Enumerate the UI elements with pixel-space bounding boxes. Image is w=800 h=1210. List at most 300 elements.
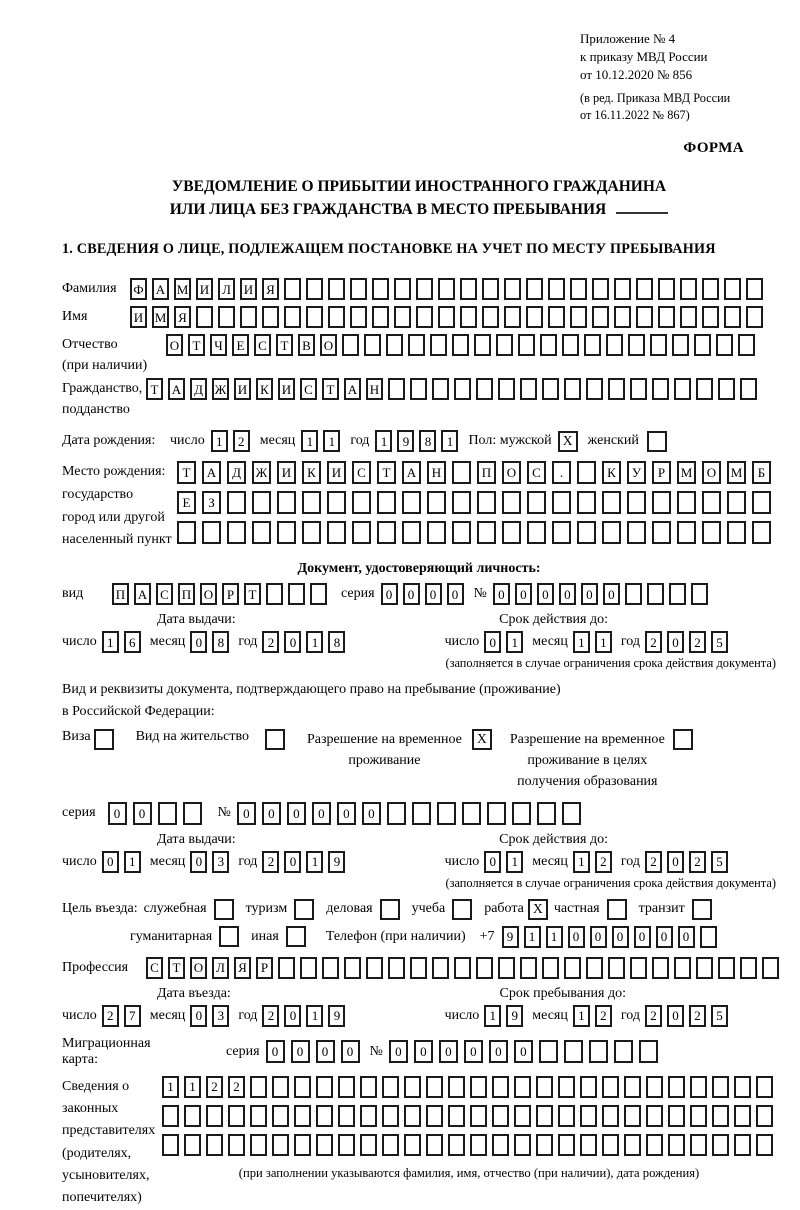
char-cell[interactable]: Т	[146, 378, 163, 400]
char-cell[interactable]	[328, 278, 345, 300]
char-cell[interactable]	[562, 802, 581, 825]
char-cell[interactable]: 5	[711, 1005, 728, 1027]
char-cell[interactable]: Е	[232, 334, 249, 356]
char-cell[interactable]: О	[502, 461, 521, 484]
char-cell[interactable]: Т	[188, 334, 205, 356]
char-cell[interactable]	[470, 1105, 487, 1127]
char-cell[interactable]: Д	[190, 378, 207, 400]
char-cell[interactable]: Т	[322, 378, 339, 400]
char-cell[interactable]: 0	[515, 583, 532, 605]
char-cell[interactable]	[558, 1076, 575, 1098]
char-cell[interactable]	[252, 491, 271, 514]
temp-residence-checkbox[interactable]: X	[472, 729, 492, 750]
char-cell[interactable]	[627, 491, 646, 514]
char-cell[interactable]	[272, 1105, 289, 1127]
char-cell[interactable]: 1	[375, 430, 392, 452]
char-cell[interactable]: К	[602, 461, 621, 484]
char-cell[interactable]: 0	[667, 631, 684, 653]
char-cell[interactable]: 8	[328, 631, 345, 653]
char-cell[interactable]: С	[352, 461, 371, 484]
purpose-study-checkbox[interactable]	[452, 899, 472, 920]
char-cell[interactable]	[338, 1076, 355, 1098]
char-cell[interactable]: С	[254, 334, 271, 356]
char-cell[interactable]	[454, 378, 471, 400]
char-cell[interactable]: 7	[124, 1005, 141, 1027]
char-cell[interactable]: 2	[595, 851, 612, 873]
char-cell[interactable]: 0	[284, 851, 301, 873]
char-cell[interactable]	[680, 306, 697, 328]
char-cell[interactable]: Л	[218, 278, 235, 300]
char-cell[interactable]	[377, 491, 396, 514]
char-cell[interactable]: 1	[595, 631, 612, 653]
char-cell[interactable]: М	[174, 278, 191, 300]
char-cell[interactable]	[250, 1105, 267, 1127]
char-cell[interactable]	[284, 306, 301, 328]
char-cell[interactable]: 1	[573, 851, 590, 873]
char-cell[interactable]	[452, 334, 469, 356]
char-cell[interactable]	[300, 957, 317, 979]
char-cell[interactable]: А	[168, 378, 185, 400]
char-cell[interactable]	[589, 1040, 608, 1063]
char-cell[interactable]	[302, 491, 321, 514]
char-cell[interactable]: 0	[362, 802, 381, 825]
char-cell[interactable]: 0	[603, 583, 620, 605]
char-cell[interactable]	[537, 802, 556, 825]
char-cell[interactable]: 2	[645, 1005, 662, 1027]
char-cell[interactable]	[462, 802, 481, 825]
char-cell[interactable]	[762, 957, 779, 979]
char-cell[interactable]	[592, 278, 609, 300]
char-cell[interactable]	[302, 521, 321, 544]
char-cell[interactable]	[552, 491, 571, 514]
char-cell[interactable]	[552, 521, 571, 544]
char-cell[interactable]	[624, 1105, 641, 1127]
char-cell[interactable]: 1	[506, 851, 523, 873]
char-cell[interactable]	[184, 1105, 201, 1127]
char-cell[interactable]: 2	[689, 631, 706, 653]
char-cell[interactable]	[756, 1134, 773, 1156]
char-cell[interactable]	[460, 306, 477, 328]
char-cell[interactable]	[432, 378, 449, 400]
char-cell[interactable]: 0	[489, 1040, 508, 1063]
char-cell[interactable]	[580, 1134, 597, 1156]
char-cell[interactable]	[206, 1134, 223, 1156]
char-cell[interactable]: 2	[262, 851, 279, 873]
char-cell[interactable]	[580, 1105, 597, 1127]
char-cell[interactable]	[570, 278, 587, 300]
char-cell[interactable]	[658, 278, 675, 300]
char-cell[interactable]: 0	[559, 583, 576, 605]
char-cell[interactable]: Ж	[252, 461, 271, 484]
char-cell[interactable]	[677, 491, 696, 514]
char-cell[interactable]	[372, 306, 389, 328]
char-cell[interactable]	[650, 334, 667, 356]
char-cell[interactable]: 0	[266, 1040, 285, 1063]
char-cell[interactable]	[372, 278, 389, 300]
char-cell[interactable]	[672, 334, 689, 356]
char-cell[interactable]	[734, 1105, 751, 1127]
char-cell[interactable]: 1	[573, 631, 590, 653]
char-cell[interactable]	[327, 521, 346, 544]
char-cell[interactable]: А	[402, 461, 421, 484]
char-cell[interactable]: П	[112, 583, 129, 605]
char-cell[interactable]: Б	[752, 461, 771, 484]
char-cell[interactable]	[628, 334, 645, 356]
char-cell[interactable]	[614, 278, 631, 300]
char-cell[interactable]	[734, 1134, 751, 1156]
char-cell[interactable]: 2	[689, 851, 706, 873]
char-cell[interactable]: Ч	[210, 334, 227, 356]
char-cell[interactable]: 2	[206, 1076, 223, 1098]
char-cell[interactable]	[724, 306, 741, 328]
char-cell[interactable]	[527, 491, 546, 514]
char-cell[interactable]	[542, 957, 559, 979]
char-cell[interactable]	[448, 1134, 465, 1156]
char-cell[interactable]	[690, 1105, 707, 1127]
char-cell[interactable]	[476, 378, 493, 400]
char-cell[interactable]	[691, 583, 708, 605]
char-cell[interactable]: 1	[323, 430, 340, 452]
char-cell[interactable]	[342, 334, 359, 356]
char-cell[interactable]: 0	[581, 583, 598, 605]
char-cell[interactable]: Я	[262, 278, 279, 300]
char-cell[interactable]	[388, 378, 405, 400]
char-cell[interactable]: 1	[306, 851, 323, 873]
char-cell[interactable]	[562, 334, 579, 356]
char-cell[interactable]: 0	[237, 802, 256, 825]
purpose-business-checkbox[interactable]	[380, 899, 400, 920]
char-cell[interactable]	[668, 1105, 685, 1127]
residence-permit-checkbox[interactable]	[265, 729, 285, 750]
char-cell[interactable]: 0	[537, 583, 554, 605]
char-cell[interactable]	[327, 491, 346, 514]
char-cell[interactable]	[646, 1134, 663, 1156]
char-cell[interactable]: 0	[389, 1040, 408, 1063]
char-cell[interactable]	[492, 1076, 509, 1098]
char-cell[interactable]: 9	[328, 1005, 345, 1027]
char-cell[interactable]	[183, 802, 202, 825]
char-cell[interactable]	[702, 278, 719, 300]
char-cell[interactable]: 1	[306, 1005, 323, 1027]
char-cell[interactable]	[738, 334, 755, 356]
char-cell[interactable]	[410, 957, 427, 979]
char-cell[interactable]: 0	[284, 631, 301, 653]
char-cell[interactable]	[514, 1105, 531, 1127]
char-cell[interactable]: 0	[284, 1005, 301, 1027]
char-cell[interactable]	[272, 1076, 289, 1098]
char-cell[interactable]: 2	[645, 851, 662, 873]
char-cell[interactable]	[196, 306, 213, 328]
char-cell[interactable]	[746, 306, 763, 328]
char-cell[interactable]: 2	[689, 1005, 706, 1027]
char-cell[interactable]	[202, 521, 221, 544]
char-cell[interactable]	[387, 802, 406, 825]
char-cell[interactable]	[674, 957, 691, 979]
char-cell[interactable]	[658, 306, 675, 328]
char-cell[interactable]: 5	[711, 631, 728, 653]
char-cell[interactable]	[350, 306, 367, 328]
char-cell[interactable]	[526, 306, 543, 328]
char-cell[interactable]	[452, 521, 471, 544]
char-cell[interactable]	[294, 1105, 311, 1127]
char-cell[interactable]: О	[320, 334, 337, 356]
char-cell[interactable]	[690, 1076, 707, 1098]
char-cell[interactable]: И	[240, 278, 257, 300]
char-cell[interactable]	[712, 1076, 729, 1098]
char-cell[interactable]	[668, 1076, 685, 1098]
char-cell[interactable]	[586, 378, 603, 400]
char-cell[interactable]	[702, 521, 721, 544]
char-cell[interactable]	[702, 491, 721, 514]
char-cell[interactable]	[404, 1076, 421, 1098]
char-cell[interactable]	[487, 802, 506, 825]
char-cell[interactable]	[402, 491, 421, 514]
char-cell[interactable]	[647, 583, 664, 605]
char-cell[interactable]	[570, 306, 587, 328]
char-cell[interactable]	[437, 802, 456, 825]
char-cell[interactable]	[606, 334, 623, 356]
char-cell[interactable]: 0	[568, 926, 585, 948]
char-cell[interactable]	[460, 278, 477, 300]
char-cell[interactable]	[177, 521, 196, 544]
char-cell[interactable]: 1	[546, 926, 563, 948]
char-cell[interactable]	[162, 1134, 179, 1156]
char-cell[interactable]: 0	[667, 1005, 684, 1027]
char-cell[interactable]: 1	[573, 1005, 590, 1027]
char-cell[interactable]: 0	[493, 583, 510, 605]
char-cell[interactable]	[614, 306, 631, 328]
temp-residence-edu-checkbox[interactable]	[673, 729, 693, 750]
char-cell[interactable]	[448, 1076, 465, 1098]
char-cell[interactable]	[564, 957, 581, 979]
char-cell[interactable]: Д	[227, 461, 246, 484]
char-cell[interactable]	[360, 1076, 377, 1098]
char-cell[interactable]: 3	[212, 851, 229, 873]
char-cell[interactable]: С	[156, 583, 173, 605]
char-cell[interactable]: А	[152, 278, 169, 300]
char-cell[interactable]	[288, 583, 305, 605]
char-cell[interactable]	[727, 491, 746, 514]
char-cell[interactable]	[382, 1134, 399, 1156]
char-cell[interactable]: С	[300, 378, 317, 400]
char-cell[interactable]	[752, 491, 771, 514]
char-cell[interactable]	[316, 1134, 333, 1156]
char-cell[interactable]: Н	[427, 461, 446, 484]
char-cell[interactable]	[438, 306, 455, 328]
char-cell[interactable]	[577, 491, 596, 514]
char-cell[interactable]: Е	[177, 491, 196, 514]
char-cell[interactable]: 0	[634, 926, 651, 948]
char-cell[interactable]	[694, 334, 711, 356]
char-cell[interactable]	[184, 1134, 201, 1156]
char-cell[interactable]	[627, 521, 646, 544]
char-cell[interactable]	[602, 491, 621, 514]
char-cell[interactable]	[227, 491, 246, 514]
char-cell[interactable]: 0	[612, 926, 629, 948]
char-cell[interactable]	[602, 1076, 619, 1098]
char-cell[interactable]: К	[302, 461, 321, 484]
char-cell[interactable]	[416, 306, 433, 328]
char-cell[interactable]: 5	[711, 851, 728, 873]
char-cell[interactable]: 0	[403, 583, 420, 605]
char-cell[interactable]	[630, 378, 647, 400]
char-cell[interactable]: О	[702, 461, 721, 484]
char-cell[interactable]	[577, 521, 596, 544]
char-cell[interactable]	[438, 278, 455, 300]
char-cell[interactable]: 9	[328, 851, 345, 873]
char-cell[interactable]	[646, 1105, 663, 1127]
char-cell[interactable]	[539, 1040, 558, 1063]
char-cell[interactable]: 2	[102, 1005, 119, 1027]
char-cell[interactable]	[580, 1076, 597, 1098]
char-cell[interactable]	[352, 521, 371, 544]
char-cell[interactable]	[162, 1105, 179, 1127]
char-cell[interactable]	[477, 521, 496, 544]
char-cell[interactable]	[498, 957, 515, 979]
char-cell[interactable]	[338, 1105, 355, 1127]
char-cell[interactable]	[734, 1076, 751, 1098]
char-cell[interactable]	[474, 334, 491, 356]
char-cell[interactable]	[240, 306, 257, 328]
char-cell[interactable]	[404, 1134, 421, 1156]
purpose-private-checkbox[interactable]	[607, 899, 627, 920]
purpose-work-checkbox[interactable]: X	[528, 899, 548, 920]
char-cell[interactable]: .	[552, 461, 571, 484]
char-cell[interactable]	[427, 521, 446, 544]
char-cell[interactable]	[277, 491, 296, 514]
char-cell[interactable]	[746, 278, 763, 300]
char-cell[interactable]	[228, 1134, 245, 1156]
char-cell[interactable]	[416, 278, 433, 300]
char-cell[interactable]: 9	[506, 1005, 523, 1027]
char-cell[interactable]: 1	[184, 1076, 201, 1098]
char-cell[interactable]	[294, 1134, 311, 1156]
char-cell[interactable]: 0	[667, 851, 684, 873]
char-cell[interactable]	[652, 491, 671, 514]
char-cell[interactable]	[564, 1040, 583, 1063]
char-cell[interactable]: Ф	[130, 278, 147, 300]
char-cell[interactable]	[502, 521, 521, 544]
char-cell[interactable]	[498, 378, 515, 400]
char-cell[interactable]	[702, 306, 719, 328]
char-cell[interactable]	[432, 957, 449, 979]
char-cell[interactable]	[630, 957, 647, 979]
char-cell[interactable]: П	[178, 583, 195, 605]
char-cell[interactable]	[536, 1076, 553, 1098]
char-cell[interactable]	[278, 957, 295, 979]
char-cell[interactable]	[636, 278, 653, 300]
char-cell[interactable]: 8	[212, 631, 229, 653]
char-cell[interactable]	[228, 1105, 245, 1127]
char-cell[interactable]	[322, 957, 339, 979]
char-cell[interactable]	[454, 957, 471, 979]
char-cell[interactable]: 0	[439, 1040, 458, 1063]
char-cell[interactable]: Л	[212, 957, 229, 979]
char-cell[interactable]: Р	[256, 957, 273, 979]
char-cell[interactable]	[696, 378, 713, 400]
char-cell[interactable]	[690, 1134, 707, 1156]
char-cell[interactable]: 0	[678, 926, 695, 948]
char-cell[interactable]	[448, 1105, 465, 1127]
char-cell[interactable]: 0	[262, 802, 281, 825]
char-cell[interactable]: 2	[645, 631, 662, 653]
char-cell[interactable]: 0	[337, 802, 356, 825]
char-cell[interactable]	[364, 334, 381, 356]
char-cell[interactable]	[520, 378, 537, 400]
char-cell[interactable]	[674, 378, 691, 400]
char-cell[interactable]	[262, 306, 279, 328]
char-cell[interactable]	[360, 1134, 377, 1156]
purpose-tourism-checkbox[interactable]	[294, 899, 314, 920]
char-cell[interactable]	[338, 1134, 355, 1156]
char-cell[interactable]: А	[134, 583, 151, 605]
char-cell[interactable]	[382, 1076, 399, 1098]
char-cell[interactable]	[482, 306, 499, 328]
char-cell[interactable]: З	[202, 491, 221, 514]
char-cell[interactable]	[548, 306, 565, 328]
char-cell[interactable]: 1	[306, 631, 323, 653]
char-cell[interactable]	[470, 1076, 487, 1098]
char-cell[interactable]	[284, 278, 301, 300]
char-cell[interactable]	[310, 583, 327, 605]
char-cell[interactable]: И	[278, 378, 295, 400]
char-cell[interactable]	[564, 378, 581, 400]
char-cell[interactable]: 0	[316, 1040, 335, 1063]
char-cell[interactable]: 1	[524, 926, 541, 948]
char-cell[interactable]	[277, 521, 296, 544]
char-cell[interactable]	[700, 926, 717, 948]
char-cell[interactable]: И	[277, 461, 296, 484]
char-cell[interactable]	[218, 306, 235, 328]
char-cell[interactable]	[716, 334, 733, 356]
char-cell[interactable]: 6	[124, 631, 141, 653]
char-cell[interactable]: Н	[366, 378, 383, 400]
char-cell[interactable]	[526, 278, 543, 300]
char-cell[interactable]: М	[677, 461, 696, 484]
char-cell[interactable]: 0	[341, 1040, 360, 1063]
char-cell[interactable]	[344, 957, 361, 979]
char-cell[interactable]	[492, 1105, 509, 1127]
char-cell[interactable]	[366, 957, 383, 979]
char-cell[interactable]	[352, 491, 371, 514]
char-cell[interactable]	[158, 802, 177, 825]
char-cell[interactable]	[426, 1105, 443, 1127]
char-cell[interactable]	[294, 1076, 311, 1098]
char-cell[interactable]	[408, 334, 425, 356]
char-cell[interactable]: 1	[211, 430, 228, 452]
char-cell[interactable]: Я	[234, 957, 251, 979]
char-cell[interactable]: О	[166, 334, 183, 356]
char-cell[interactable]	[668, 1134, 685, 1156]
char-cell[interactable]: 0	[447, 583, 464, 605]
char-cell[interactable]: 0	[190, 631, 207, 653]
char-cell[interactable]	[377, 521, 396, 544]
char-cell[interactable]: А	[202, 461, 221, 484]
char-cell[interactable]	[514, 1076, 531, 1098]
gender-male-checkbox[interactable]: X	[558, 431, 578, 452]
purpose-transit-checkbox[interactable]	[692, 899, 712, 920]
char-cell[interactable]	[712, 1134, 729, 1156]
char-cell[interactable]	[402, 521, 421, 544]
char-cell[interactable]: 0	[291, 1040, 310, 1063]
char-cell[interactable]	[388, 957, 405, 979]
char-cell[interactable]	[382, 1105, 399, 1127]
char-cell[interactable]	[608, 378, 625, 400]
char-cell[interactable]: 2	[233, 430, 250, 452]
char-cell[interactable]: И	[234, 378, 251, 400]
char-cell[interactable]	[527, 521, 546, 544]
char-cell[interactable]	[536, 1105, 553, 1127]
